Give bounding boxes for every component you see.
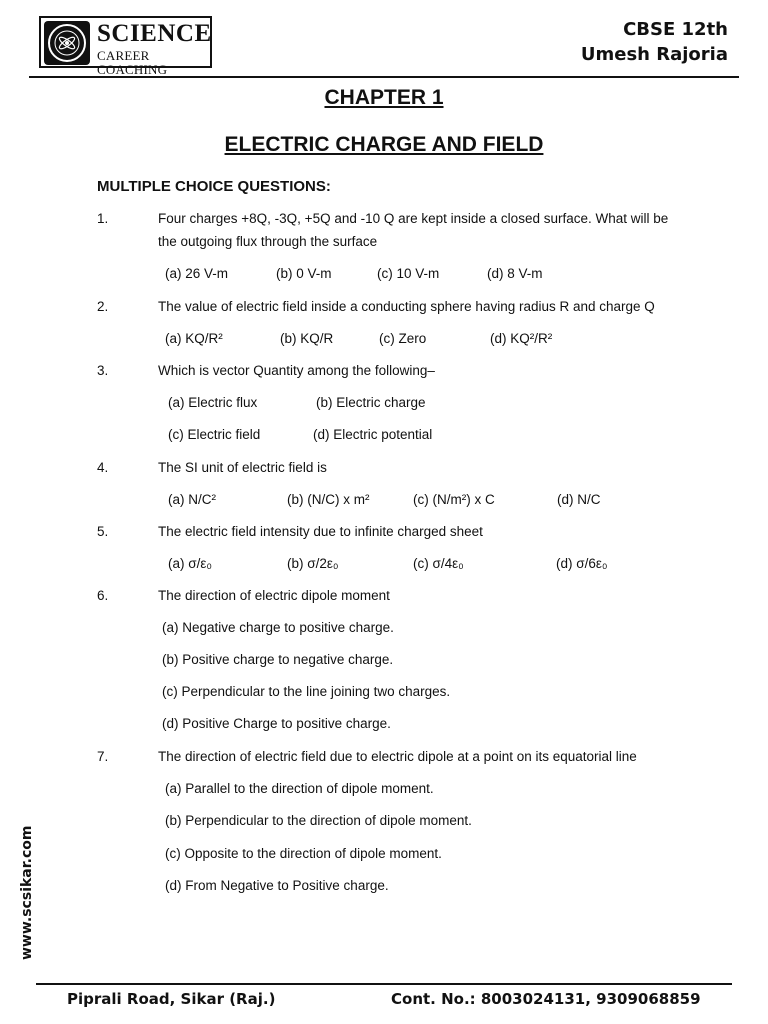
- header-divider: [29, 76, 739, 78]
- option: (d) From Negative to Positive charge.: [165, 878, 389, 893]
- option: (c) σ/4ε₀: [413, 556, 464, 571]
- question-text: The SI unit of electric field is: [158, 460, 327, 475]
- option: (c) 10 V-m: [377, 266, 440, 281]
- option: (a) KQ/R²: [165, 331, 223, 346]
- option: (b) Positive charge to negative charge.: [162, 652, 394, 667]
- section-heading: MULTIPLE CHOICE QUESTIONS:: [97, 178, 331, 195]
- logo-subtitle: CAREER COACHING: [97, 48, 168, 77]
- option: (a) 26 V-m: [165, 266, 229, 281]
- option: (c) Perpendicular to the line joining two charges.: [162, 684, 451, 699]
- option: (d) Positive Charge to positive charge.: [162, 716, 391, 731]
- logo-title: SCIENCE: [97, 20, 212, 47]
- question-text: Four charges +8Q, -3Q, +5Q and -10 Q are kept inside a closed surface. What will be the outgoing flux through the surface: [158, 211, 669, 249]
- question-number: 6.: [97, 588, 109, 603]
- option: (b) Electric charge: [316, 395, 426, 410]
- option: (c) Opposite to the direction of dipole moment.: [165, 846, 442, 861]
- option: (a) Electric flux: [168, 395, 258, 410]
- option: (b) 0 V-m: [276, 266, 332, 281]
- footer-contact: Cont. No.: 8003024131, 9309068859: [391, 990, 701, 1008]
- option: (a) N/C²: [168, 492, 216, 507]
- option: (c) Electric field: [168, 427, 261, 442]
- question-number: 4.: [97, 460, 109, 475]
- question-text: The electric field intensity due to infinite charged sheet: [158, 524, 483, 539]
- option: (b) Perpendicular to the direction of dipole moment.: [165, 813, 472, 828]
- footer-divider: [36, 983, 732, 985]
- footer-address: Piprali Road, Sikar (Raj.): [67, 990, 276, 1008]
- question-number: 2.: [97, 299, 109, 314]
- question-number: 7.: [97, 749, 109, 764]
- option: (d) σ/6ε₀: [556, 556, 608, 571]
- option: (d) N/C: [557, 492, 601, 507]
- question-number: 5.: [97, 524, 109, 539]
- option: (c) (N/m²) x C: [413, 492, 495, 507]
- option: (a) Negative charge to positive charge.: [162, 620, 394, 635]
- option: (a) Parallel to the direction of dipole moment.: [165, 781, 434, 796]
- header-right: [581, 17, 728, 67]
- question-number: 1.: [97, 211, 109, 226]
- author-name: Umesh Rajoria: [580, 44, 728, 65]
- class-label: CBSE 12th: [623, 19, 728, 40]
- option: (c) Zero: [379, 331, 427, 346]
- side-website-url: www.scsikar.com: [19, 825, 35, 960]
- option: (b) σ/2ε₀: [287, 556, 339, 571]
- question-text: The direction of electric field due to electric dipole at a point on its equatorial line: [158, 749, 637, 764]
- question-text: Which is vector Quantity among the following–: [158, 363, 435, 378]
- question-text: The value of electric field inside a conducting sphere having radius R and charge Q: [158, 299, 655, 314]
- option: (b) (N/C) x m²: [287, 492, 370, 507]
- option: (d) KQ²/R²: [490, 331, 553, 346]
- page-title: ELECTRIC CHARGE AND FIELD: [224, 133, 544, 156]
- option: (d) 8 V-m: [487, 266, 543, 281]
- option: (a) σ/ε₀: [168, 556, 212, 571]
- chapter-heading: CHAPTER 1: [324, 86, 444, 109]
- question-text: The direction of electric dipole moment: [158, 588, 390, 603]
- question-number: 3.: [97, 363, 109, 378]
- logo: [39, 16, 212, 77]
- option: (b) KQ/R: [280, 331, 334, 346]
- option: (d) Electric potential: [313, 427, 433, 442]
- logo-emblem-icon: [44, 21, 90, 65]
